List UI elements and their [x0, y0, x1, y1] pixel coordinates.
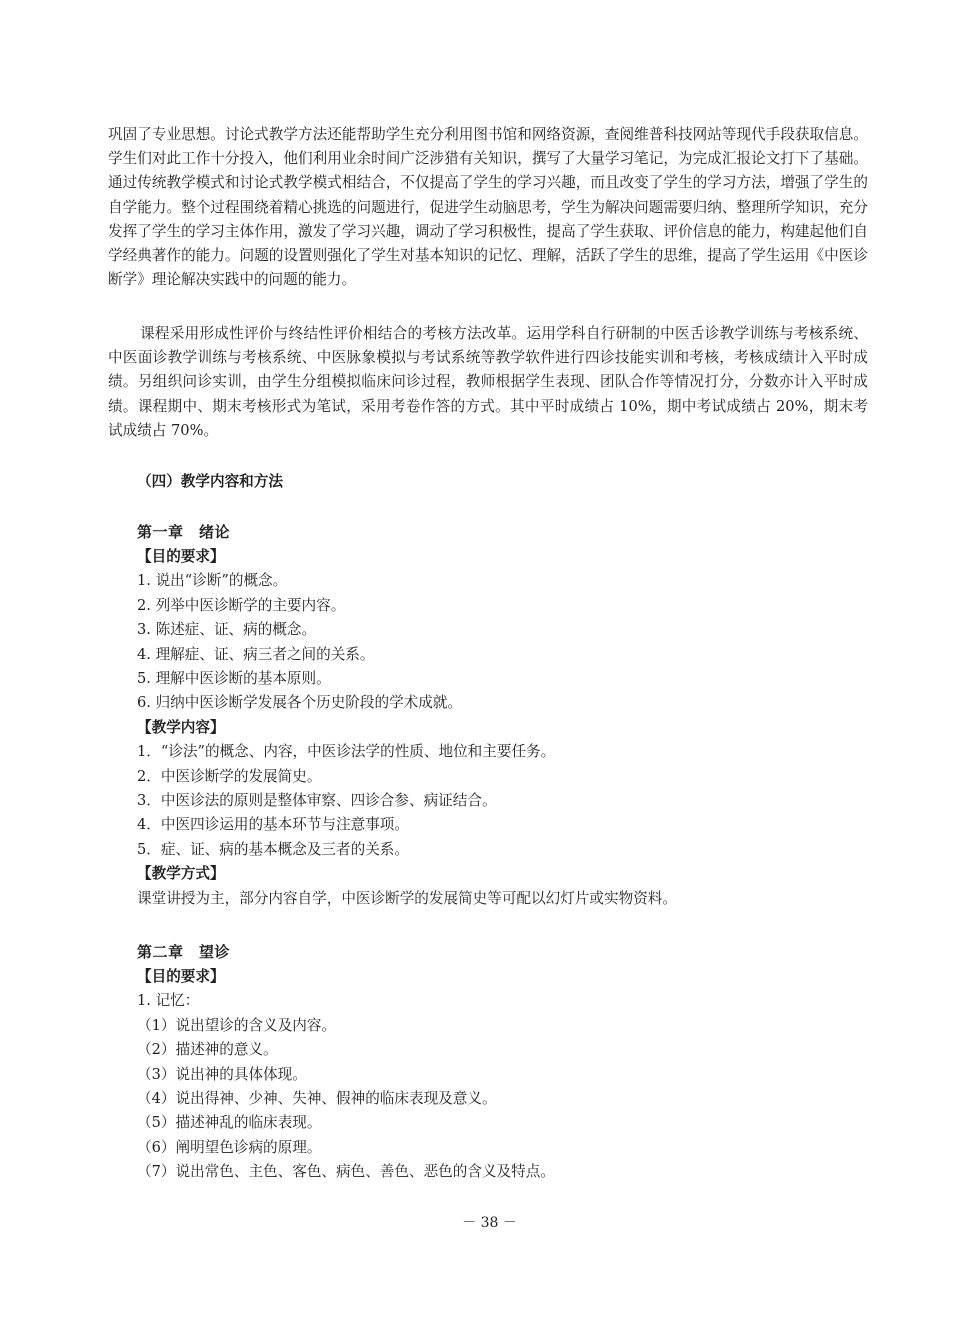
- chapter-2-block: [137, 939, 857, 1185]
- section-title: （四）教学内容和方法: [137, 473, 283, 490]
- chapter-2-objectives-heading: 【目的要求】: [137, 968, 225, 985]
- objective-item: （5）描述神乱的临床表现。: [137, 1114, 322, 1132]
- chapter-1-method-text: 课堂讲授为主，部分内容自学，中医诊断学的发展简史等可配以幻灯片或实物资料。: [137, 889, 677, 907]
- chapter-2-title: 第二章 望诊: [137, 943, 231, 961]
- objective-item: （3）说出神的具体体现。: [137, 1065, 307, 1083]
- objective-item: 1. 记忆：: [137, 992, 200, 1010]
- chapter-1-objectives-heading: 【目的要求】: [137, 548, 225, 565]
- objective-item: 5. 理解中医诊断的基本原则。: [137, 670, 331, 688]
- objective-item: （6）阐明望色诊病的原理。: [137, 1138, 322, 1156]
- chapter-1-title: 第一章 绪论: [137, 523, 231, 541]
- objective-item: （7）说出常色、主色、客色、病色、善色、恶色的含义及特点。: [137, 1163, 555, 1181]
- objective-item: （1）说出望诊的含义及内容。: [137, 1016, 337, 1034]
- content-item: 4．中医四诊运用的基本环节与注意事项。: [137, 816, 409, 834]
- objective-item: 4. 理解症、证、病三者之间的关系。: [137, 645, 375, 663]
- chapter-1-content-heading: 【教学内容】: [137, 718, 225, 736]
- body-paragraph-2: 课程采用形成性评价与终结性评价相结合的考核方法改革。运用学科自行研制的中医舌诊教学训练与考核系统、中医面诊教学训练与考核系统、中医脉象模拟与考试系统等教学软件进行四诊技能实训和考核，考核成绩计入平时成绩。另组织问诊实训，由学生分组模拟临床问诊过程，教师根据学生表现、团队合作等情况打分，分数亦计入平时成绩。课程期中、期末考核形式为笔试，采用考卷作答的方式。其中平时成绩占 10%，期中考试成绩占 20%，期末考试成绩占 70%。: [108, 325, 868, 439]
- chapter-1-block: [137, 519, 857, 911]
- content-item: 3．中医诊法的原则是整体审察、四诊合参、病证结合。: [137, 792, 497, 810]
- objective-item: 6. 归纳中医诊断学发展各个历史阶段的学术成就。: [137, 694, 463, 712]
- objective-item: （4）说出得神、少神、失神、假神的临床表现及意义。: [137, 1090, 497, 1108]
- body-paragraph-1: 巩固了专业思想。讨论式教学方法还能帮助学生充分利用图书馆和网络资源，查阅维普科技网站等现代手段获取信息。学生们对此工作十分投入，他们利用业余时间广泛涉猎有关知识，撰写了大量学习笔记，为完成汇报论文打下了基础。通过传统教学模式和讨论式教学模式相结合，不仅提高了学生的学习兴趣，而且改变了学生的学习方法，增强了学生的自学能力。整个过程围绕着精心挑选的问题进行，促进学生动脑思考，学生为解决问题需要归纳、整理所学知识，充分发挥了学生的学习主体作用，激发了学习兴趣，调动了学习积极性，提高了学生获取、评价信息的能力，构建起他们自学经典著作的能力。问题的设置则强化了学生对基本知识的记忆、理解，活跃了学生的思维，提高了学生运用《中医诊断学》理论解决实践中的问题的能力。: [108, 126, 868, 289]
- content-item: 5．症、证、病的基本概念及三者的关系。: [137, 840, 409, 858]
- objective-item: 2. 列举中医诊断学的主要内容。: [137, 596, 346, 614]
- content-item: 2．中医诊断学的发展简史。: [137, 767, 322, 785]
- content-item: 1．“诊法”的概念、内容，中医诊法学的性质、地位和主要任务。: [137, 743, 556, 761]
- page-number: － 38 －: [462, 1215, 517, 1231]
- objective-item: 1. 说出“诊断”的概念。: [137, 572, 288, 590]
- objective-item: （2）描述神的意义。: [137, 1041, 278, 1059]
- chapter-1-method-heading: 【教学方式】: [137, 865, 225, 883]
- objective-item: 3. 陈述症、证、病的概念。: [137, 621, 317, 639]
